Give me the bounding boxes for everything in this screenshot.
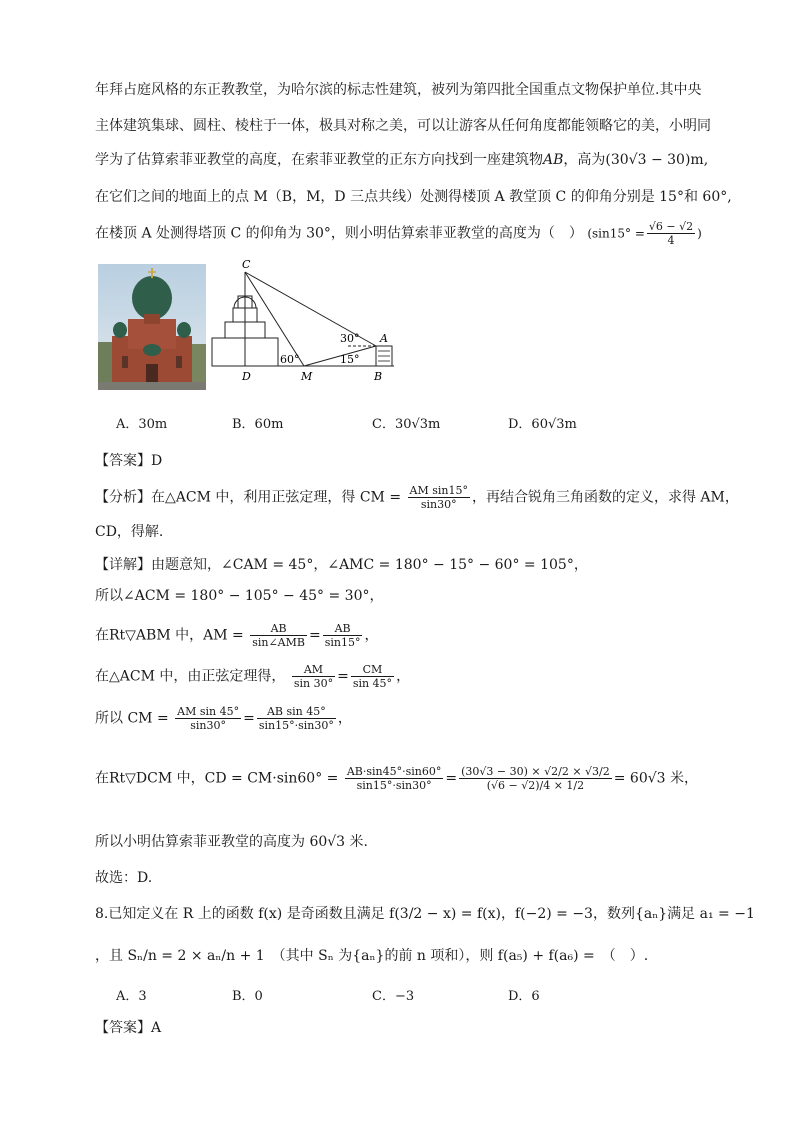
detail-line-5: 所以 CM = $\frac{\text{AM sin 45°}}{\sin 30^\circ}$ = $\frac{\text{AB sin 45°}}{\sin 15^\circ\cdot\sin 30^\circ}$ ，	[95, 705, 352, 732]
cathedral-photo	[98, 264, 206, 390]
intro-line-2: 主体建筑集球、圆柱、棱柱于一体，极具对称之美，可以让游客从任何角度都能领略它的美，小明同	[95, 118, 711, 134]
analysis-line-1: 【分析】在△ACM 中，利用正弦定理，得 CM = $\frac{\text{AM sin15°}}{\sin 30^\circ}$ ，再结合锐角三角函数的定义，求得 AM，	[95, 484, 739, 511]
detail-line-6: 在Rt▽DCM 中，CD = CM·sin60° = $\frac{AB\cdot\sin 45^\circ\cdot\sin 60^\circ}{\sin 15^\circ\cdot\sin 30^\circ}$ = $\frac{(30√3 - 30) \times √2/2 \times √3/2}{(√6 - √2)/4 \times 1/2}$ = 60√3 米，	[95, 765, 699, 792]
detail-line-2: 所以∠ACM = 180° − 105° − 45° = 30°，	[95, 588, 384, 604]
q8-line-1: 8.已知定义在 R 上的函数 f(x) 是奇函数且满足 f(3/2 − x) = f(x)，f(−2) = −3，数列{aₙ}满足 a₁ = −1	[95, 906, 755, 922]
point-a-label: A	[380, 332, 388, 345]
q8-answer: 【答案】A	[95, 1020, 162, 1036]
option-b: B．60m	[232, 417, 284, 432]
option-a: A．30m	[116, 417, 168, 432]
intro-line-5: 在楼顶 A 处测得塔顶 C 的仰角为 30°，则小明估算索菲亚教堂的高度为（ ） (sin15° = $\frac{√6 - √2}{4}$ )	[95, 220, 702, 247]
detail-line-3: 在Rt▽ABM 中，AM = $\frac{AB}{\text{sin∠AMB}}$ = $\frac{AB}{\sin 15^\circ}$ ，	[95, 622, 379, 649]
intro-line-1: 年拜占庭风格的东正教教堂，为哈尔滨的标志性建筑，被列为第四批全国重点文物保护单位.其中央	[95, 82, 702, 98]
q8-option-a: A．3	[116, 989, 147, 1004]
point-m-label: M	[301, 370, 313, 383]
analysis-line-2: CD，得解.	[95, 524, 164, 540]
answer-7: 【答案】D	[95, 453, 163, 469]
angle-30-label: 30°	[340, 332, 360, 345]
geometry-figure	[208, 256, 398, 388]
option-d: D．60√3m	[508, 417, 577, 432]
detail-line-8: 故选：D.	[95, 870, 153, 886]
intro-line-3: 学为了估算索菲亚教堂的高度，在索菲亚教堂的正东方向找到一座建筑物AB，高为(30√3 − 30)m,	[95, 152, 709, 168]
point-d-label: D	[242, 370, 251, 383]
point-b-label: B	[374, 370, 383, 383]
detail-line-4: 在△ACM 中，由正弦定理得， $\frac{AM}{\sin 30^\circ}$ = $\frac{CM}{\sin 45^\circ}$ ，	[95, 663, 411, 690]
intro-line-4: 在它们之间的地面上的点 M（B，M，D 三点共线）处测得楼顶 A 教堂顶 C 的仰角分别是 15°和 60°,	[95, 189, 732, 205]
q8-line-2: ，且 Sₙ/n = 2 × aₙ/n + 1 （其中 Sₙ 为{aₙ}的前 n 项和），则 f(a₅) + f(a₆) = （ ）.	[95, 948, 649, 964]
detail-line-1: 【详解】由题意知，∠CAM = 45°，∠AMC = 180° − 15° − 60° = 105°，	[95, 557, 588, 573]
q8-option-d: D．6	[508, 989, 540, 1004]
q8-option-b: B．0	[232, 989, 263, 1004]
angle-60-label: 60°	[280, 353, 300, 366]
option-c: C．30√3m	[372, 417, 441, 432]
detail-line-7: 所以小明估算索菲亚教堂的高度为 60√3 米.	[95, 834, 368, 850]
angle-15-label: 15°	[340, 353, 360, 366]
point-c-label: C	[242, 258, 251, 271]
q8-option-c: C．−3	[372, 989, 415, 1004]
